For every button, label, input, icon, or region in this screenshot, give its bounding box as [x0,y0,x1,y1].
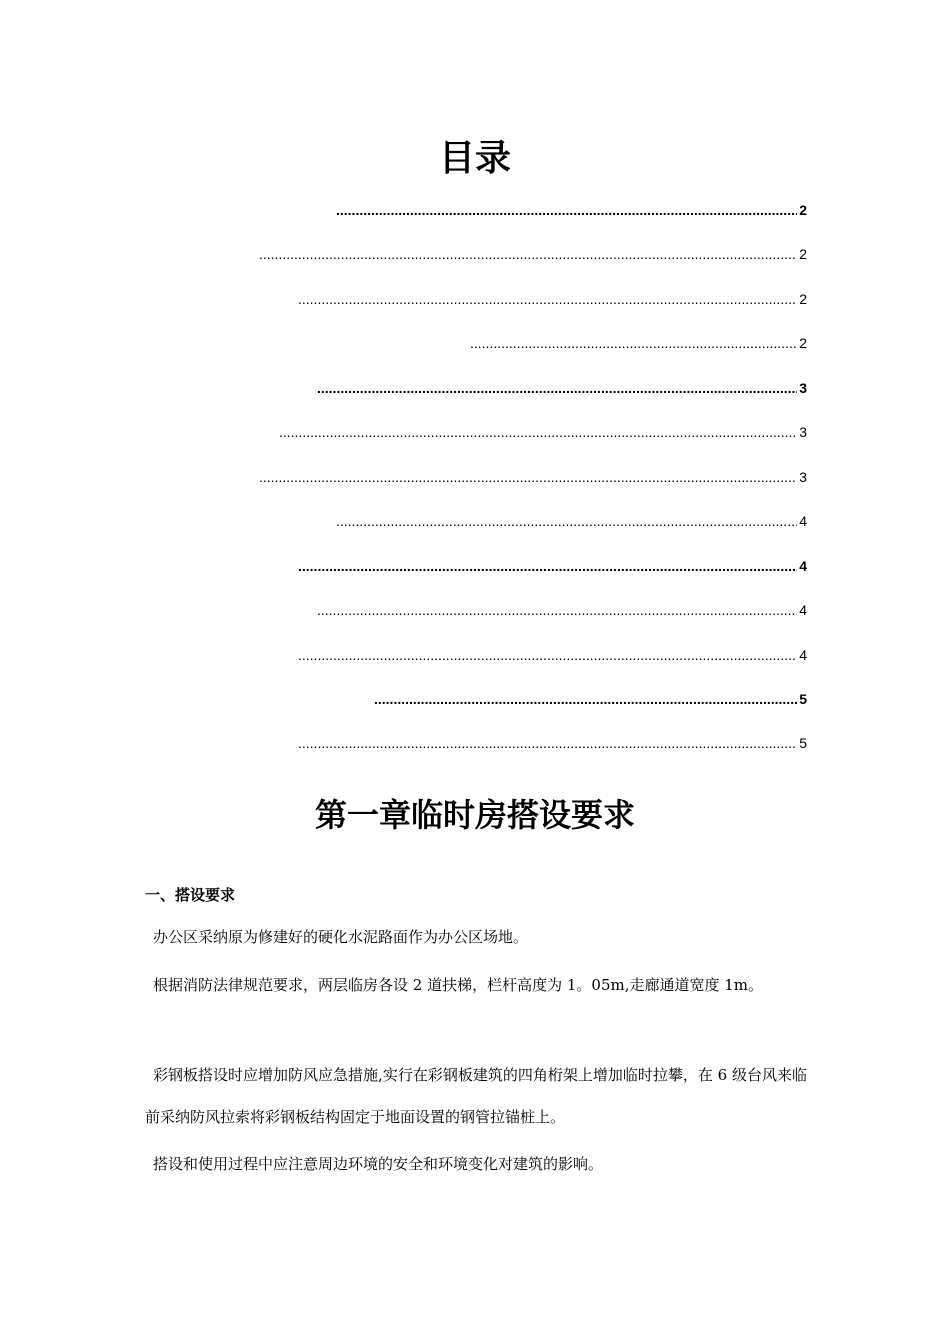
toc-page-number: 4 [799,558,807,574]
toc-leader-dots [259,467,797,487]
body-paragraph: 搭设和使用过程中应注意周边环境的安全和环境变化对建筑的影响。 [153,1155,604,1173]
toc-leader-dots [298,289,797,309]
toc-entry[interactable] [317,378,807,398]
body-paragraph: 办公区采纳原为修建好的硬化水泥路面作为办公区场地。 [153,928,529,946]
toc-leader-dots [259,244,797,264]
toc-page-number: 5 [799,691,807,707]
body-paragraph: 根据消防法律规范要求，两层临房各设 2 道扶梯，栏杆高度为 1。05m,走廊通道宽度 1m。 [153,976,764,994]
toc-leader-dots [298,556,797,576]
body-paragraph: 彩钢板搭设时应增加防风应急措施,实行在彩钢板建筑的四角桁架上增加临时拉攀，在 6 级台风来临前采纳防风拉索将彩钢板结构固定于地面设置的钢管拉锚桩上。 [145,1066,807,1126]
toc-leader-dots [336,511,797,531]
toc-page-number: 2 [799,202,807,218]
toc-page-number: 3 [799,380,807,396]
toc-entry[interactable] [317,600,807,620]
toc-entry[interactable] [298,733,807,753]
toc-page-number: 2 [799,291,807,307]
toc-leader-dots [317,378,797,398]
toc-entry[interactable] [298,645,807,665]
toc-page-number: 5 [799,735,807,751]
toc-leader-dots [298,733,797,753]
toc-leader-dots [470,333,797,353]
toc-entry[interactable] [336,511,807,531]
toc-leader-dots [336,200,797,220]
toc-page-number: 2 [799,246,807,262]
toc-leader-dots [317,600,797,620]
toc-title: 目录 [438,138,511,179]
toc-entry[interactable] [259,244,807,264]
toc-entry[interactable] [298,289,807,309]
toc-page-number: 4 [799,647,807,663]
toc-entry[interactable] [298,556,807,576]
toc-entry[interactable] [336,200,807,220]
toc-page-number: 3 [799,469,807,485]
chapter-title: 第一章临时房搭设要求 [314,796,635,834]
toc-leader-dots [374,689,797,709]
toc-entry[interactable] [374,689,807,709]
section-heading: 一、搭设要求 [145,886,236,904]
toc-page-number: 4 [799,513,807,529]
toc-entry[interactable] [259,467,807,487]
toc-entry[interactable] [279,422,807,442]
toc-leader-dots [298,645,797,665]
toc-page-number: 2 [799,335,807,351]
toc-page-number: 4 [799,602,807,618]
toc-leader-dots [279,422,797,442]
toc-page-number: 3 [799,424,807,440]
toc-entry[interactable] [470,333,807,353]
